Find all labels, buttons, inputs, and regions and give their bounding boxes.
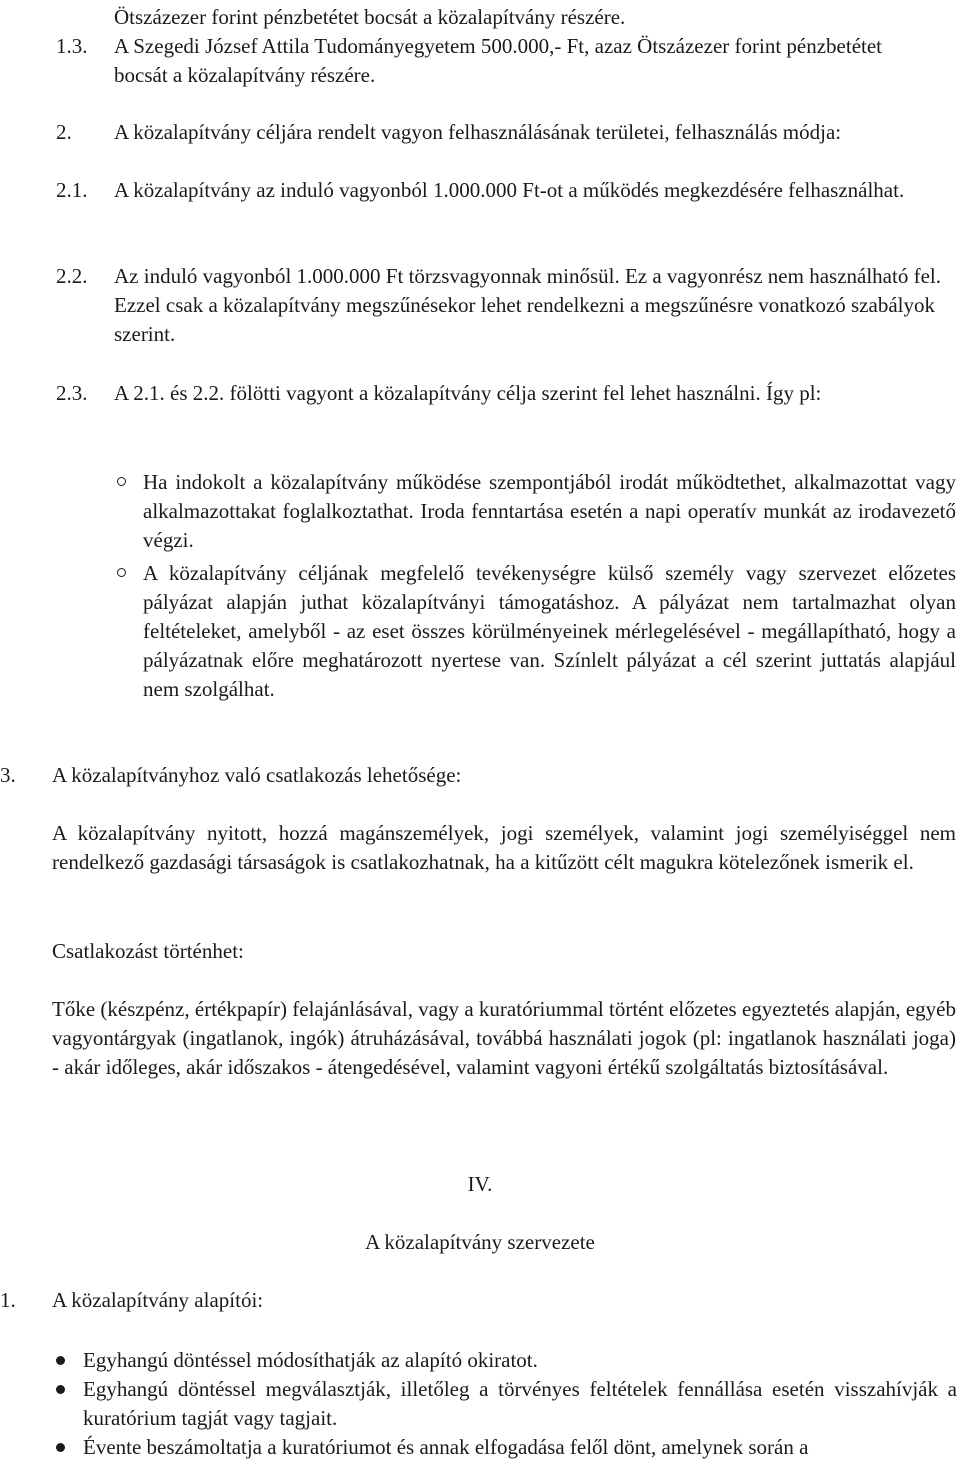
item-1-2-continuation: Ötszázezer forint pénzbetétet bocsát a közalapítvány részére. — [114, 5, 626, 29]
section-number-3: 3. — [0, 763, 16, 787]
section-2-heading: A közalapítvány céljára rendelt vagyon felhasználásának területei, felhasználás módja: — [114, 120, 842, 144]
section-3-subheading: Csatlakozást történhet: — [52, 939, 244, 963]
item-number-2-2: 2.2. — [56, 264, 88, 288]
item-2-3-text: A 2.1. és 2.2. fölötti vagyont a közalapítvány célja szerint fel lehet használni. Így pl: — [114, 381, 822, 405]
bullet-icon — [56, 1443, 65, 1452]
item-1-3-text: A Szegedi József Attila Tudományegyetem 500.000,- Ft, azaz Ötszázezer forint pénzbetétet bocsát a közalapítvány részére. — [114, 34, 883, 87]
hollow-bullet-icon — [117, 568, 126, 577]
list-item: Egyhangú döntéssel megválasztják, illetőleg a törvényes feltételek fennállása esetén visszahívják a kuratórium tagját vagy tagjait. — [83, 1377, 957, 1430]
section-3-paragraph: Tőke (készpénz, értékpapír) felajánlásával, vagy a kuratóriummal történt előzetes egyeztetés alapján, egyéb vagyontárgyak (ingatlanok, ingók) átruházásával, továbbá használati jogok (pl: ingatlanok használati joga) - akár időleges, akár időszakos - átengedésével, valamint vagyoni értékű szolgáltatás biztosításával. — [52, 997, 956, 1079]
bullet-icon — [56, 1356, 65, 1365]
item-2-2-text: Az induló vagyonból 1.000.000 Ft törzsvagyonnak minősül. Ez a vagyonrész nem használható fel. Ezzel csak a közalapítvány megszűnésekor lehet rendelkezni a megszűnésre vonatkozó szabályok szerint. — [114, 264, 941, 346]
chapter-roman-numeral: IV. — [467, 1172, 493, 1196]
list-item: Egyhangú döntéssel módosíthatják az alapító okiratot. — [83, 1348, 538, 1372]
item-4-1-heading: A közalapítvány alapítói: — [52, 1288, 264, 1312]
bullet-icon — [56, 1385, 65, 1394]
item-number-1-3: 1.3. — [56, 34, 88, 58]
list-item: Évente beszámoltatja a kuratóriumot és annak elfogadása felől dönt, amelynek során a — [83, 1435, 809, 1459]
item-number-2-1: 2.1. — [56, 178, 88, 202]
section-3-heading: A közalapítványhoz való csatlakozás lehetősége: — [52, 763, 462, 787]
hollow-bullet-icon — [117, 477, 126, 486]
item-2-1-text: A közalapítvány az induló vagyonból 1.000.000 Ft-ot a működés megkezdésére felhasználhat. — [114, 178, 905, 202]
chapter-title: A közalapítvány szervezete — [365, 1230, 595, 1254]
list-item: A közalapítvány céljának megfelelő tevékenységre külső személy vagy szervezet előzetes pályázat alapján juthat közalapítványi támogatáshoz. A pályázat nem tartalmazhat olyan feltételeket, amelyből - az eset összes körülményeinek mérlegelésével - megállapítható, hogy a pályázatnak előre meghatározott nyertese van. Színlelt pályázat a cél szerint juttatás alapjául nem szolgálhat. — [143, 561, 956, 701]
item-number-4-1: 1. — [0, 1288, 16, 1312]
section-3-paragraph: A közalapítvány nyitott, hozzá magánszemélyek, jogi személyek, valamint jogi személyiséggel nem rendelkező gazdasági társaságok is csatlakozhatnak, ha a kitűzött célt magukra kötelezőnek ismerik el. — [52, 821, 956, 874]
item-number-2-3: 2.3. — [56, 381, 88, 405]
list-item: Ha indokolt a közalapítvány működése szempontjából irodát működtethet, alkalmazottat vagy alkalmazottakat foglalkoztathat. Iroda fenntartása esetén a napi operatív munkát az irodavezető végzi. — [143, 470, 956, 552]
section-number-2: 2. — [56, 120, 72, 144]
